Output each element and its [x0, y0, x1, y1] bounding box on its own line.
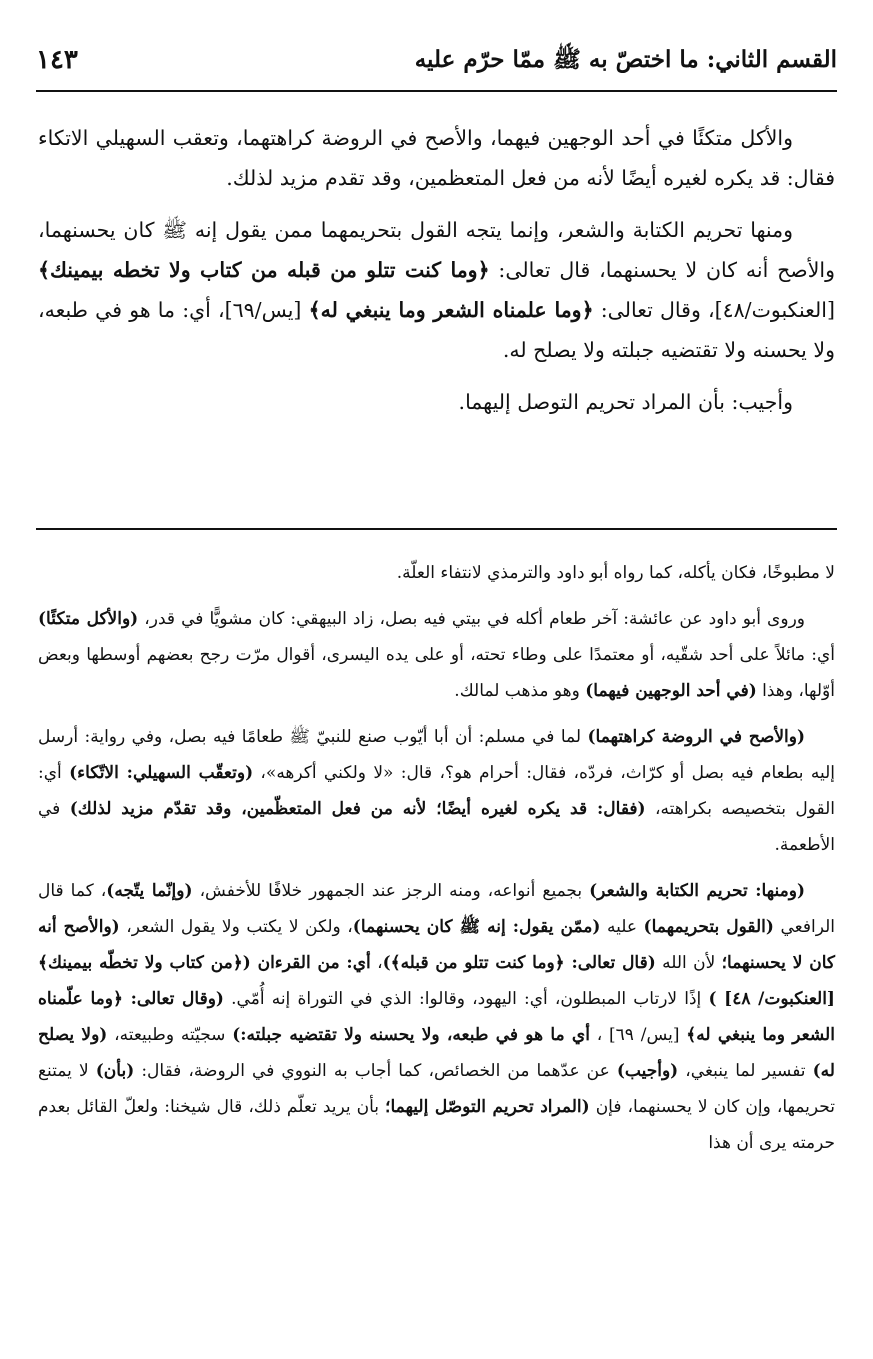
bold-lemma: (وأجيب) — [616, 1061, 679, 1081]
bold-lemma: (والأكل متكئًا) — [38, 609, 139, 629]
bold-lemma: (ممّن يقول: إنه ﷺ كان يحسنهما) — [352, 917, 601, 937]
bold-lemma: (بأن) — [95, 1061, 135, 1081]
bold-lemma: (ولا يصلح له) — [38, 1025, 835, 1081]
main-paragraph-1: والأكل متكئًا في أحد الوجهين فيهما، والأصح في الروضة كراهتهما، وتعقب السهيلي الاتكاء فقال: قد يكره لغيره أيضًا لأنه من فعل المتعظمين، وقد تقدم مزيد لذلك. — [38, 126, 835, 190]
text-segment: ، — [370, 953, 383, 973]
bold-lemma: أي ما هو في طبعه، ولا يحسنه ولا تقتضيه جبلته:) — [232, 1025, 590, 1045]
text-segment: لما في مسلم: أن أبا أيّوب صنع للنبيّ ﷺ طعامًا فيه بصل، وفي رواية: أرسل إليه بطعام فيه بصل أو كرّاث، فردّه، فقال: أحرام هو؟، قال: «لا ولكني أكرهه»، — [38, 727, 835, 783]
commentary-paragraph-3 — [38, 719, 835, 863]
bold-lemma: (وتعقّب السهيلي: الاتّكاء) — [69, 763, 254, 783]
text-segment: تفسير لما ينبغي، — [678, 1061, 813, 1081]
bold-lemma: (والأصح في الروضة كراهتهما) — [587, 727, 806, 747]
page-header — [36, 38, 837, 82]
text-segment: ومنها تحريم الكتابة والشعر، وإنما يتجه القول بتحريمهما ممن يقول إنه ﷺ كان يحسنهما، والأصح أنه كان لا يحسنهما، قال تعالى: — [38, 218, 836, 282]
page-number: ١٤٣ — [36, 45, 78, 75]
bold-lemma: (ومنها: تحريم الكتابة والشعر) — [589, 881, 805, 901]
text-segment: إذًا لارتاب المبطلون، أي: اليهود، وقالوا: الذي في التوراة إنه أُمّي. — [223, 989, 709, 1009]
text-segment: وروى أبو داود عن عائشة: آخر طعام أكله في بيتي فيه بصل، زاد البيهقي: كان مشويًّا في قدر، — [138, 609, 805, 629]
bold-lemma: (وقال تعالى: ﴿وما علّمناه الشعر وما ينبغي له﴾ — [38, 989, 835, 1045]
text-segment: بجميع أنواعه، ومنه الرجز عند الجمهور خلافًا للأخفش، — [192, 881, 590, 901]
text-segment: في الأطعمة. — [38, 799, 835, 855]
text-segment: أي: مائلاً على أحد شقّيه، أو معتمدًا على وطاء تحته، أو على يده اليسرى، أقوال مرّت رجح بعضهم أوسطها وبعض أوّلها، وهذا — [38, 645, 835, 701]
footnote-divider — [36, 528, 837, 530]
bold-lemma: (فقال: قد يكره لغيره أيضًا؛ لأنه من فعل المتعظّمين، وقد تقدّم مزيد لذلك) — [69, 799, 646, 819]
main-text — [38, 118, 835, 434]
main-paragraph-2 — [38, 210, 835, 370]
main-paragraph-3: وأجيب: بأن المراد تحريم التوصل إليهما. — [458, 390, 793, 414]
text-segment: عن عدّهما من الخصائص، كما أجاب به النووي في الروضة، فقال: — [134, 1061, 617, 1081]
text-segment: وهو مذهب لمالك. — [454, 681, 586, 701]
commentary-paragraph-2 — [38, 601, 835, 709]
bold-lemma: (وإنّما يتّجه) — [106, 881, 193, 901]
text-segment: ، كما قال الرافعي — [38, 881, 835, 937]
text-segment: [يس/٦٩]، أي: ما هو في طبعه، ولا يحسنه ولا تقتضيه جبلته ولا يصلح له. — [38, 298, 835, 362]
text-segment: [يس/ ٦٩] ، — [589, 1025, 687, 1045]
bold-lemma: (القول بتحريمهما) — [643, 917, 774, 937]
commentary-text — [38, 555, 835, 1171]
bold-lemma: (المراد تحريم التوصّل إليهما؛ — [385, 1097, 590, 1117]
running-title: القسم الثاني: ما اختصّ به ﷺ ممّا حرّم عليه — [414, 46, 837, 73]
text-segment: بأن يريد تعلّم ذلك، قال شيخنا: ولعلّ القائل بعدم حرمته يرى أن هذا — [38, 1097, 835, 1153]
bold-lemma: (قال تعالى: ﴿وما كنت تتلو من قبله﴾) — [382, 953, 656, 973]
commentary-paragraph-1: لا مطبوخًا، فكان يأكله، كما رواه أبو داود والترمذي لانتفاء العلّة. — [396, 563, 835, 583]
header-rule — [36, 90, 837, 92]
bold-lemma: أي: من القرءان (﴿من كتاب ولا تخطّه بيمينك﴾ [العنكبوت/ ٤٨] ) — [38, 953, 835, 1009]
text-segment: عليه — [600, 917, 644, 937]
commentary-paragraph-4 — [38, 873, 835, 1161]
text-segment: لا يمتنع تحريمها، وإن كان لا يحسنهما، فإن — [38, 1061, 835, 1117]
quran-quote: ﴿وما علمناه الشعر وما ينبغي له﴾ — [308, 298, 594, 322]
bold-lemma: (والأصح أنه كان لا يحسنهما؛ — [38, 917, 836, 973]
text-segment: ، ولكن لا يكتب ولا يقول الشعر، — [119, 917, 353, 937]
text-segment: أي: القول بتخصيصه بكراهته، — [38, 763, 835, 819]
text-segment: [العنكبوت/٤٨]، وقال تعالى: — [593, 298, 835, 322]
text-segment: سجيّته وطبيعته، — [107, 1025, 233, 1045]
bold-lemma: (في أحد الوجهين فيهما) — [585, 681, 757, 701]
text-segment: لأن الله — [655, 953, 722, 973]
quran-quote: ﴿وما كنت تتلو من قبله من كتاب ولا تخطه بيمينك﴾ — [38, 258, 490, 282]
